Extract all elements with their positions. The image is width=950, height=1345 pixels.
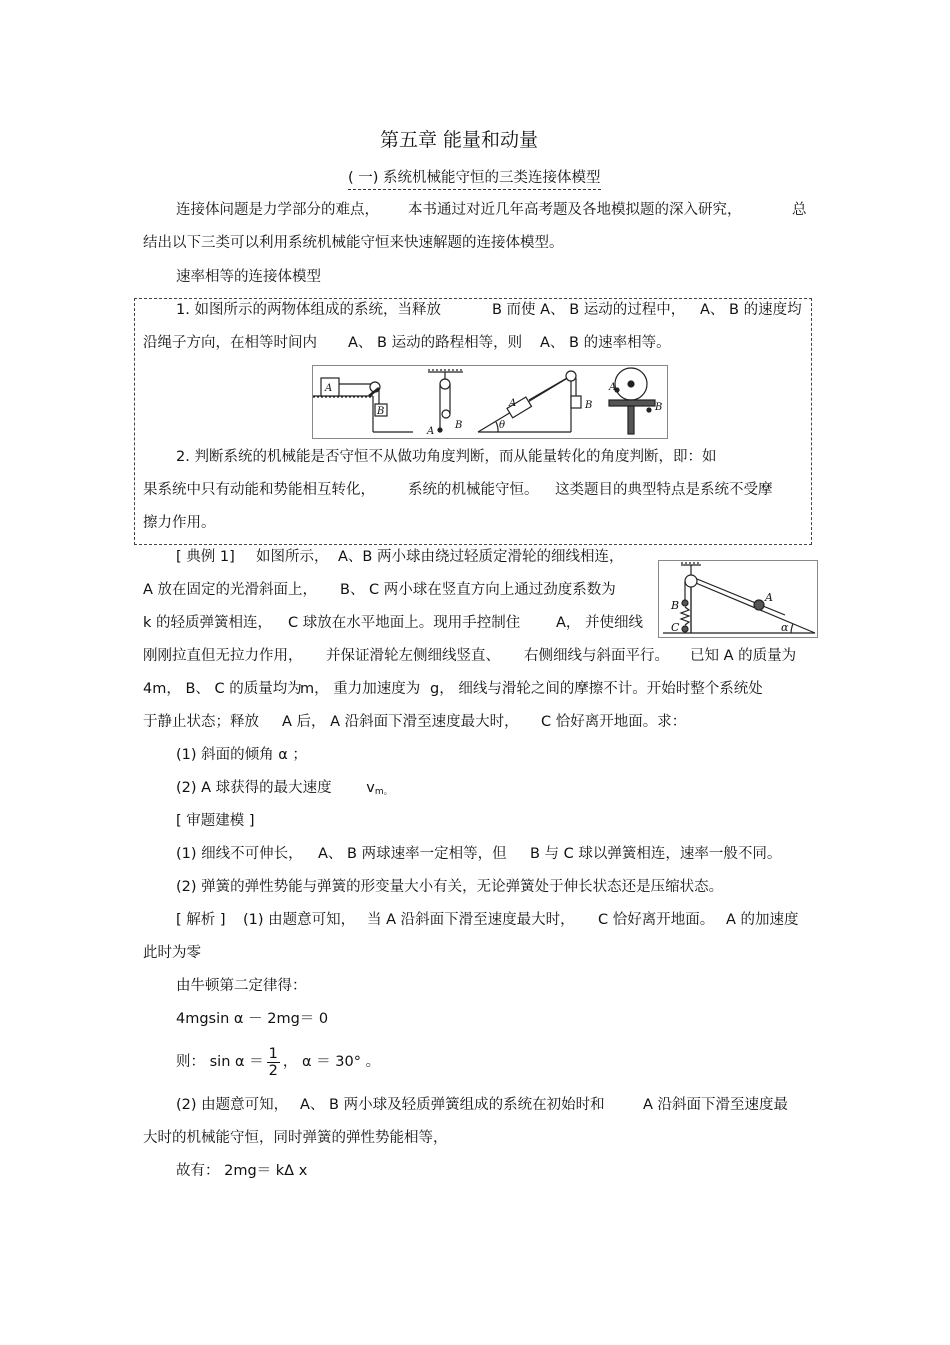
solution-1-d: C 恰好离开地面。 [598, 912, 715, 928]
fig1-label-b: B [377, 406, 385, 417]
question-2-sub: m。 [374, 787, 393, 797]
example-label: [ 典例 1] [176, 549, 235, 565]
fig4-label-b: B [655, 402, 663, 413]
fraction-denominator: 2 [268, 1062, 278, 1079]
example-l4-a: 刚刚拉直但无拉力作用， [143, 648, 303, 664]
box-p1-line1-c: A、 B 的速度均 [700, 302, 802, 318]
equation-2-b: ， α ＝ 30° 。 [282, 1054, 381, 1070]
example-l6-a: 于静止状态；释放 [143, 714, 259, 730]
intro-line1-c: 总 [792, 202, 807, 218]
page-title: 第五章 能量和动量 [380, 129, 539, 151]
example-fig-label-alpha: α [781, 621, 789, 634]
section-heading: 速率相等的连接体模型 [176, 269, 321, 285]
box-p2-line1: 2. 判断系统的机械能是否守恒不从做功角度判断，而从能量转化的角度判断，即：如 [176, 449, 717, 465]
box-p2-line2-c: 这类题目的典型特点是系统不受摩 [555, 482, 773, 498]
fig1-label-a: A [325, 383, 333, 394]
example-l5-b: m， 重力加速度为 [300, 681, 421, 697]
modeling-1-b: A、 B 两球速率一定相等，但 [318, 846, 507, 862]
example-l4-b: 并保证滑轮左侧细线竖直、 [326, 648, 500, 664]
example-l3-c: A， 并使细线 [556, 615, 644, 631]
modeling-1-c: B 与 C 球以弹簧相连，速率一般不同。 [530, 846, 782, 862]
example-figure [658, 560, 818, 638]
fig4-label-a: A [609, 382, 617, 393]
fraction-numerator: 1 [268, 1045, 278, 1062]
box-p1-line2-b: A、 B 运动的路程相等，则 [348, 335, 523, 351]
solution-5: 大时的机械能守恒，同时弹簧的弹性势能相等， [143, 1130, 448, 1146]
box-p1-line2-a: 沿绳子方向，在相等时间内 [143, 335, 317, 351]
solution-1-c: 当 A 沿斜面下滑至速度最大时， [367, 912, 575, 928]
fig3-label-theta: θ [499, 420, 506, 431]
example-l2-a: A 放在固定的光滑斜面上， [143, 582, 318, 598]
box-p1-line1-a: 1. 如图所示的两物体组成的系统，当释放 [176, 302, 441, 318]
example-l6-b: A 后， A 沿斜面下滑至速度最大时， [282, 714, 519, 730]
equation-1: 4mgsin α － 2mg＝ 0 [176, 1011, 329, 1027]
question-2-text: (2) A 球获得的最大速度 [176, 780, 332, 796]
equation-2 [176, 1040, 380, 1084]
intro-line1-b: 本书通过对近几年高考题及各地模拟题的深入研究， [408, 202, 742, 218]
example-l3-a: k 的轻质弹簧相连， [143, 615, 273, 631]
box-p2-line2-b: 系统的机械能守恒。 [408, 482, 539, 498]
solution-label: [ 解析 ] [176, 912, 226, 928]
example-l4-c: 右侧细线与斜面平行。 [524, 648, 669, 664]
example-l6-c: C 恰好离开地面。求： [541, 714, 687, 730]
example-fig-label-b: B [671, 599, 680, 612]
box-p2-line3: 擦力作用。 [143, 515, 216, 531]
question-1: (1) 斜面的倾角 α ； [176, 747, 307, 763]
fig2-label-b: B [455, 420, 463, 431]
box-p1-line2-c: A、 B 的速率相等。 [540, 335, 671, 351]
solution-2: 此时为零 [143, 945, 201, 961]
solution-3: 由牛顿第二定律得： [176, 978, 307, 994]
example-fig-label-c: C [671, 621, 680, 634]
modeling-1-a: (1) 细线不可伸长， [176, 846, 303, 862]
question-2 [176, 778, 393, 802]
section-subtitle: ( 一) 系统机械能守恒的三类连接体模型 [348, 168, 601, 190]
equation-2-a: 则： sin α ＝ [176, 1054, 264, 1070]
example-l2-b: B、 C 两小球在竖直方向上通过劲度系数为 [340, 582, 616, 598]
example-l1-b: 如图所示， [256, 549, 329, 565]
solution-1-e: A 的加速度 [726, 912, 799, 928]
box-p1-line1-b: B 而使 A、 B 运动的过程中， [492, 302, 686, 318]
box-p2-line2-a: 果系统中只有动能和势能相互转化， [143, 482, 375, 498]
solution-1-b: (1) 由题意可知， [243, 912, 356, 928]
example-l1-c: A、B 两小球由绕过轻质定滑轮的细线相连， [338, 549, 624, 565]
fig2-label-a: A [427, 426, 435, 437]
fraction-half [267, 1046, 280, 1079]
modeling-heading: [ 审题建模 ] [176, 813, 255, 829]
solution-6: 故有： 2mg＝ kΔ x [176, 1163, 308, 1179]
fig3-label-a: A [509, 398, 517, 409]
fig3-label-b: B [585, 400, 593, 411]
pulley-models-figure [312, 365, 668, 439]
question-2-v: v [366, 780, 375, 796]
modeling-2: (2) 弹簧的弹性势能与弹簧的形变量大小有关，无论弹簧处于伸长状态还是压缩状态。 [176, 879, 724, 895]
solution-4-a: (2) 由题意可知， [176, 1097, 289, 1113]
example-l4-d: 已知 A 的质量为 [690, 648, 797, 664]
solution-4-b: A、 B 两小球及轻质弹簧组成的系统在初始时和 [300, 1097, 605, 1113]
example-l3-b: C 球放在水平地面上。现用手控制住 [288, 615, 521, 631]
intro-line2: 结出以下三类可以利用系统机械能守恒来快速解题的连接体模型。 [143, 235, 564, 251]
example-l5-a: 4m， B、 C 的质量均为 [143, 681, 302, 697]
example-fig-label-a: A [765, 591, 773, 604]
intro-line1-a: 连接体问题是力学部分的难点， [176, 202, 379, 218]
solution-4-c: A 沿斜面下滑至速度最 [643, 1097, 789, 1113]
example-l5-c: g， 细线与滑轮之间的摩擦不计。开始时整个系统处 [430, 681, 763, 697]
